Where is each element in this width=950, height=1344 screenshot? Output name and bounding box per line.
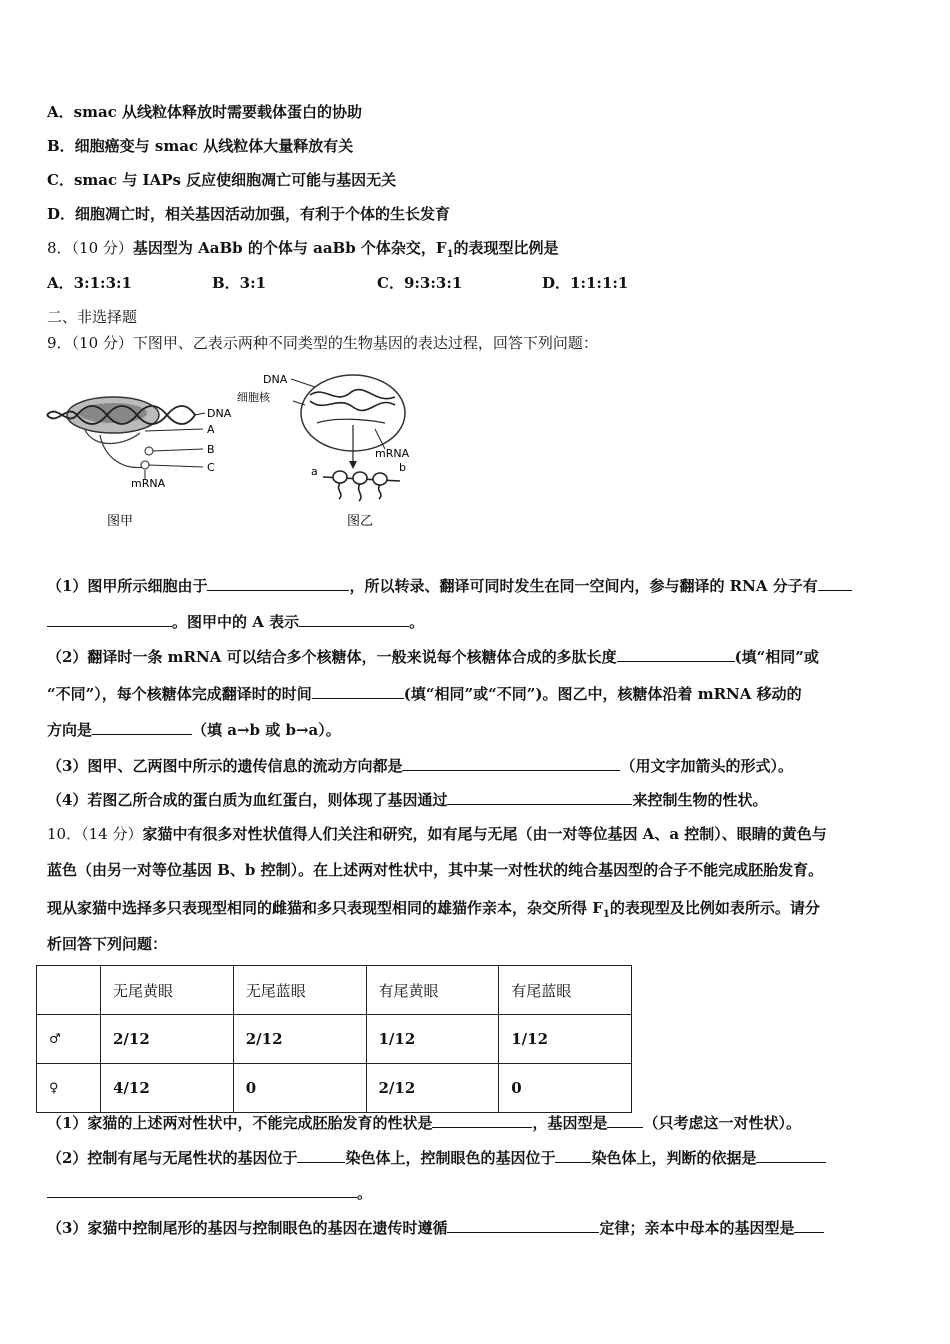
- q9-part1-line2: [47, 611, 424, 632]
- fig-yi-caption: 图乙: [347, 514, 374, 529]
- answer-blank[interactable]: [432, 1112, 532, 1128]
- fig-yi-label-mrna: mRNA: [375, 447, 410, 460]
- table-cell: 1/12: [366, 1015, 499, 1064]
- q7-option-a: A．smac 从线粒体释放时需要载体蛋白的协助: [47, 103, 363, 121]
- q10-stem-line2: 蓝色（由另一对等位基因 B、b 控制）。在上述两对性状中，其中某一对性状的纯合基因型的合子不能完成胚胎发育。: [47, 861, 824, 879]
- answer-blank[interactable]: [47, 611, 172, 627]
- q10-stem-line4: 析回答下列问题：: [47, 935, 168, 953]
- q8-option-a: A．3:1:3:1: [47, 274, 132, 292]
- q10-p3-text-a: （3）家猫中控制尾形的基因与控制眼色的基因在遗传时遵循: [47, 1219, 448, 1237]
- table-cell: 2/12: [366, 1064, 499, 1113]
- q9-p1-text-a: （1）图甲所示细胞由于: [47, 577, 208, 595]
- q10-p1-text-a: （1）家猫的上述两对性状中，不能完成胚胎发育的性状是: [47, 1114, 433, 1132]
- figure-yi: [235, 365, 435, 535]
- figure-yi-drawing: [235, 365, 435, 535]
- q8-options: [47, 273, 707, 293]
- q10-p1-text-c: （只考虑这一对性状）。: [643, 1114, 801, 1132]
- answer-blank[interactable]: [299, 611, 409, 627]
- table-header-cell: 有尾蓝眼: [499, 966, 632, 1015]
- q10-number: 10．: [47, 825, 82, 843]
- q10-stem-text-1: 家猫中有很多对性状值得人们关注和研究，如有尾与无尾（由一对等位基因 A、a 控制）、眼睛的黄色与: [142, 825, 827, 843]
- q7-option-b: B．细胞癌变与 smac 从线粒体大量释放有关: [47, 137, 354, 155]
- q7-option-d: D．细胞凋亡时，相关基因活动加强，有利于个体的生长发育: [47, 205, 451, 223]
- table-cell: 4/12: [101, 1064, 234, 1113]
- q9-p2-text-f: （填 a→b 或 b→a）。: [192, 721, 341, 739]
- q10-part1: [47, 1112, 801, 1133]
- q10-stem-line1: [47, 824, 827, 844]
- q9-score: （10 分）: [71, 334, 133, 352]
- table-cell: 0: [499, 1064, 632, 1113]
- answer-blank[interactable]: [47, 1182, 357, 1198]
- answer-blank[interactable]: [297, 1147, 345, 1163]
- table-cell: [37, 966, 101, 1015]
- q8-option-d: D．1:1:1:1: [542, 274, 629, 292]
- q8-stem: [47, 238, 559, 265]
- q8-subscript: 1: [446, 249, 454, 260]
- answer-blank[interactable]: [312, 683, 404, 699]
- q9-stem-text: 下图甲、乙表示两种不同类型的生物基因的表达过程，回答下列问题：: [132, 334, 598, 352]
- answer-blank[interactable]: [447, 1217, 599, 1233]
- q10-p3-text-b: 定律；亲本中母本的基因型是: [599, 1219, 795, 1237]
- answer-blank[interactable]: [617, 646, 735, 662]
- fig-jia-caption: 图甲: [107, 514, 134, 529]
- q10-stem-text-3b: 的表现型及比例如表所示。请分: [609, 899, 820, 917]
- table-header-cell: 无尾蓝眼: [233, 966, 366, 1015]
- section-heading: 二、非选择题: [47, 308, 138, 326]
- q10-p2-text-b: 染色体上，控制眼色的基因位于: [345, 1149, 556, 1167]
- table-cell: 0: [233, 1064, 366, 1113]
- q10-stem-line3: [47, 898, 820, 925]
- q9-p3-text-a: （3）图甲、乙两图中所示的遗传信息的流动方向都是: [47, 757, 403, 775]
- q8-stem-text-end: 的表现型比例是: [453, 239, 559, 257]
- q10-part2-line2: [47, 1182, 372, 1203]
- fig-yi-label-b: b: [399, 461, 406, 474]
- answer-blank[interactable]: [447, 789, 632, 805]
- fig-yi-label-a: a: [311, 465, 318, 478]
- q10-p2-text-d: 。: [357, 1184, 373, 1202]
- q10-p2-text-a: （2）控制有尾与无尾性状的基因位于: [47, 1149, 298, 1167]
- q9-part1-line1: [47, 575, 852, 596]
- q9-p2-text-d: (填“相同”或“不同”)。图乙中，核糖体沿着 mRNA 移动的: [403, 685, 802, 703]
- table-cell: 1/12: [499, 1015, 632, 1064]
- answer-blank[interactable]: [555, 1147, 591, 1163]
- table-header-row: [37, 966, 632, 1015]
- q9-part3: [47, 755, 793, 776]
- table-row: [37, 1015, 632, 1064]
- q9-p4-text-b: 来控制生物的性状。: [632, 791, 768, 809]
- q8-option-c: C．9:3:3:1: [377, 274, 463, 292]
- q10-subscript: 1: [602, 909, 610, 920]
- q9-p1-text-b: ，所以转录、翻译可同时发生在同一空间内，参与翻译的 RNA 分子有: [349, 577, 818, 595]
- q8-option-b: B．3:1: [212, 274, 267, 292]
- table-row-label-female: ♀: [37, 1064, 101, 1113]
- fig-jia-label-a: A: [207, 423, 215, 436]
- answer-blank[interactable]: [92, 719, 192, 735]
- q10-p1-text-b: ，基因型是: [532, 1114, 608, 1132]
- q8-stem-text: 基因型为 AaBb 的个体与 aaBb 个体杂交，F: [132, 239, 447, 257]
- fig-jia-label-dna: DNA: [207, 407, 232, 420]
- answer-blank[interactable]: [402, 755, 620, 771]
- q10-p2-text-c: 染色体上，判断的依据是: [591, 1149, 757, 1167]
- q9-p2-text-c: “不同”），每个核糖体完成翻译时的时间: [47, 685, 312, 703]
- fig-jia-label-b: B: [207, 443, 215, 456]
- fig-jia-label-mrna: mRNA: [131, 477, 166, 490]
- q10-score: （14 分）: [81, 825, 143, 843]
- fig-yi-label-nucleus: 细胞核: [237, 391, 270, 404]
- answer-blank[interactable]: [818, 575, 852, 591]
- q8-score: （10 分）: [71, 239, 133, 257]
- q10-part3: [47, 1217, 824, 1238]
- q10-stem-text-3a: 现从家猫中选择多只表现型相同的雌猫和多只表现型相同的雄猫作亲本，杂交所得 F: [47, 899, 603, 917]
- q9-p2-text-b: (填“相同”或: [734, 648, 819, 666]
- q9-p2-text-a: （2）翻译时一条 mRNA 可以结合多个核糖体，一般来说每个核糖体合成的多肽长度: [47, 648, 617, 666]
- q9-p3-text-b: （用文字加箭头的形式）。: [620, 757, 793, 775]
- q8-number: 8．: [47, 239, 72, 257]
- table-row-label-male: ♂: [37, 1015, 101, 1064]
- table-header-cell: 无尾黄眼: [101, 966, 234, 1015]
- q9-p1-text-d: 。: [409, 613, 425, 631]
- fig-yi-label-dna: DNA: [263, 373, 288, 386]
- q9-part2-line1: [47, 646, 819, 667]
- table-cell: 2/12: [233, 1015, 366, 1064]
- answer-blank[interactable]: [607, 1112, 643, 1128]
- table-cell: 2/12: [101, 1015, 234, 1064]
- figure-jia: [45, 375, 235, 535]
- phenotype-table: [36, 965, 632, 1113]
- q9-stem: [47, 333, 598, 353]
- figure-jia-drawing: [45, 375, 235, 535]
- answer-blank[interactable]: [794, 1217, 824, 1233]
- q9-part4: [47, 789, 767, 810]
- table-header-cell: 有尾黄眼: [366, 966, 499, 1015]
- fig-jia-label-c: C: [207, 461, 215, 474]
- q9-p1-text-c: 。图甲中的 A 表示: [172, 613, 300, 631]
- q9-number: 9．: [47, 334, 72, 352]
- q9-p4-text-a: （4）若图乙所合成的蛋白质为血红蛋白，则体现了基因通过: [47, 791, 448, 809]
- q10-part2-line1: [47, 1147, 826, 1168]
- answer-blank[interactable]: [207, 575, 349, 591]
- table-row: [37, 1064, 632, 1113]
- q9-p2-text-e: 方向是: [47, 721, 93, 739]
- q9-part2-line3: [47, 719, 341, 740]
- answer-blank[interactable]: [756, 1147, 826, 1163]
- q9-part2-line2: [47, 683, 802, 704]
- q7-option-c: C．smac 与 IAPs 反应使细胞凋亡可能与基因无关: [47, 171, 397, 189]
